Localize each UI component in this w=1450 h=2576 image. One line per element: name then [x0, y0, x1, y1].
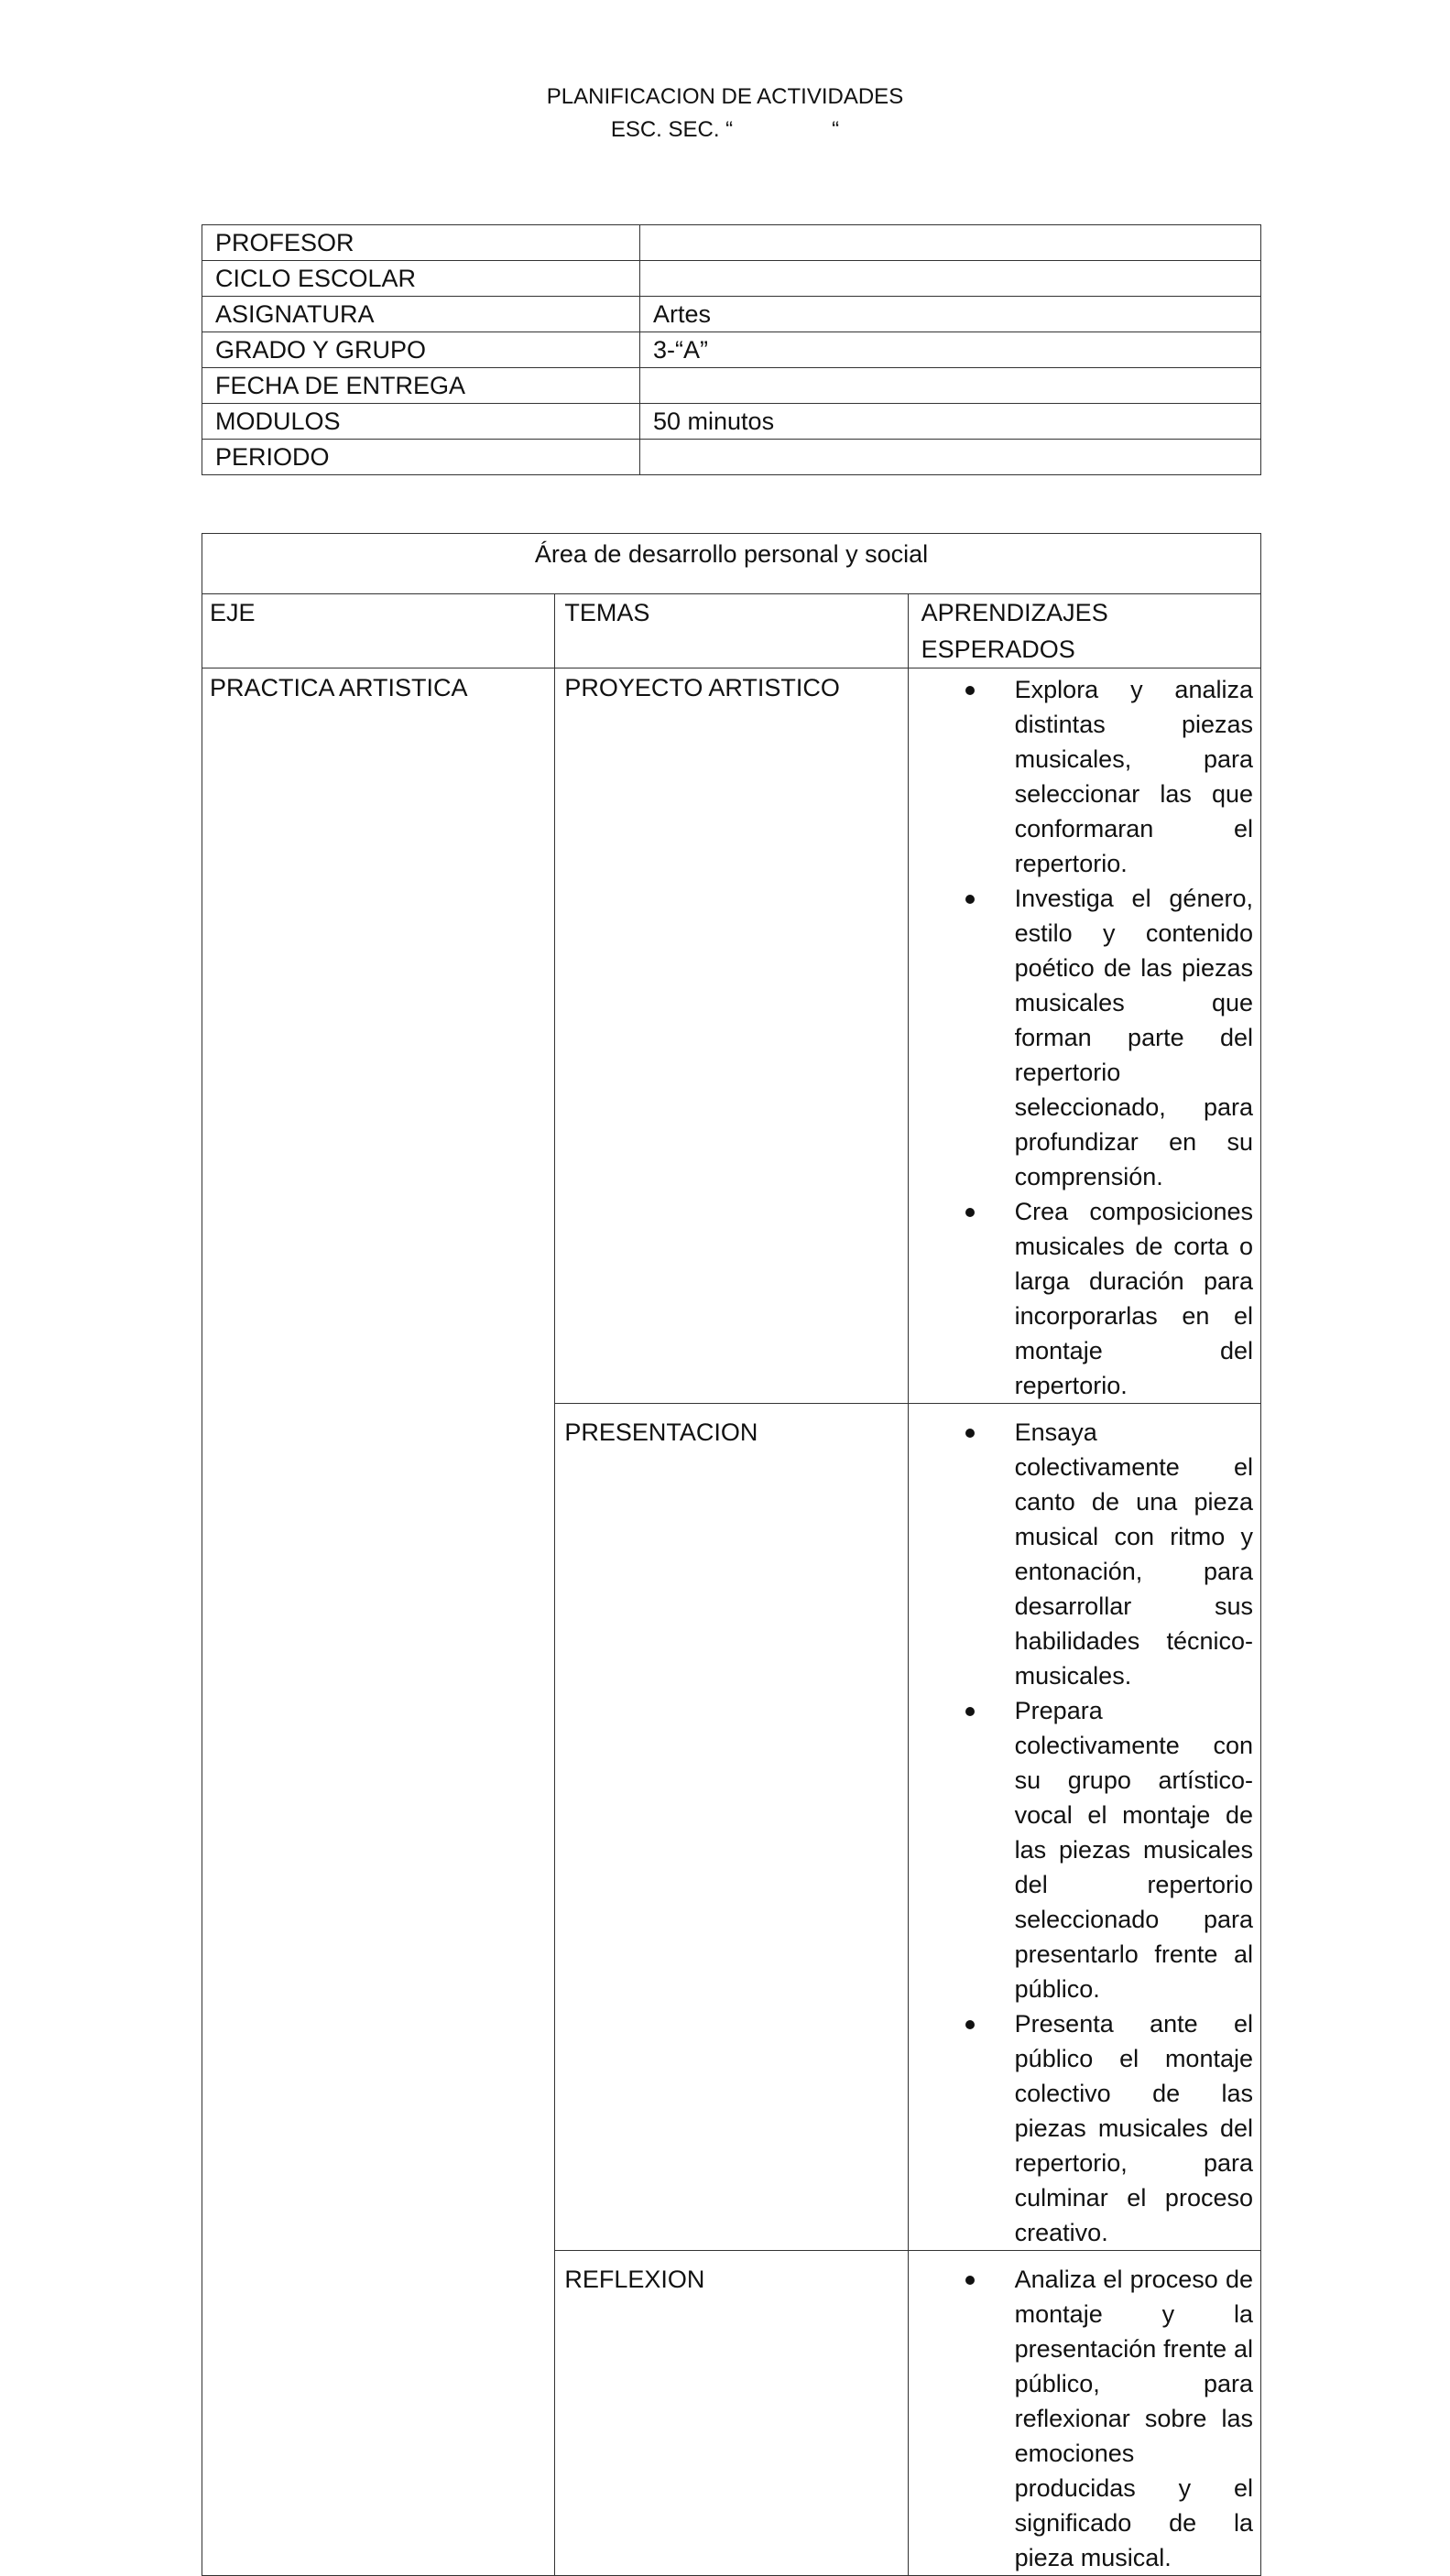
aprendizaje-item [921, 1415, 1253, 1693]
info-label: PERIODO [202, 440, 640, 475]
aprendizaje-item [921, 881, 1253, 1194]
column-header-eje: EJE [202, 594, 555, 668]
bullet-icon [965, 1208, 975, 1217]
info-value: 50 minutos [640, 404, 1261, 440]
school-name-line [0, 117, 1450, 143]
aprendizajes-cell [908, 2251, 1260, 2576]
aprendizajes-list [921, 2251, 1253, 2575]
document-title: PLANIFICACION DE ACTIVIDADES [546, 84, 904, 109]
tema-cell [555, 2251, 908, 2576]
eje-cell [202, 668, 555, 2576]
tema-label: REFLEXION [564, 2266, 705, 2293]
eje-label: PRACTICA ARTISTICA [210, 674, 468, 701]
tema-cell [555, 1404, 908, 2251]
tema-label: PRESENTACION [564, 1418, 758, 1446]
info-label: GRADO Y GRUPO [202, 332, 640, 368]
aprendizaje-text: Prepara colectivamente con su grupo artístico-vocal el montaje de las piezas musicales del repertorio seleccionado para presentarlo frente al público. [1014, 1697, 1253, 2003]
info-row [202, 261, 1261, 297]
aprendizajes-list [921, 668, 1253, 1403]
aprendizaje-text: Investiga el género, estilo y contenido poético de las piezas musicales que forman parte del repertorio seleccionado, para profundizar en su comprensión. [1014, 885, 1253, 1190]
column-header-aprendizajes: APRENDIZAJES ESPERADOS [908, 594, 1260, 668]
aprendizaje-item [921, 2262, 1253, 2575]
column-header-row [202, 594, 1261, 668]
aprendizaje-text: Analiza el proceso de montaje y la presentación frente al público, para reflexionar sobre las emociones producidas y el significado de la pieza musical. [1014, 2266, 1253, 2571]
info-value [640, 225, 1261, 261]
column-header-temas: TEMAS [555, 594, 908, 668]
info-row [202, 368, 1261, 404]
info-value [640, 261, 1261, 297]
school-suffix: “ [832, 117, 840, 142]
info-value: 3-“A” [640, 332, 1261, 368]
aprendizaje-item [921, 672, 1253, 881]
area-title: Área de desarrollo personal y social [202, 534, 1261, 594]
bullet-icon [965, 686, 975, 695]
info-value [640, 440, 1261, 475]
info-label: MODULOS [202, 404, 640, 440]
aprendizajes-cell [908, 1404, 1260, 2251]
bullet-icon [965, 1429, 975, 1438]
tema-label: PROYECTO ARTISTICO [564, 674, 840, 701]
bullet-icon [965, 2276, 975, 2285]
aprendizaje-item [921, 2006, 1253, 2250]
aprendizaje-item [921, 1693, 1253, 2006]
info-row [202, 404, 1261, 440]
planning-table [202, 533, 1261, 2576]
info-value: Artes [640, 297, 1261, 332]
info-row [202, 440, 1261, 475]
bullet-icon [965, 2020, 975, 2029]
school-prefix: ESC. SEC. “ [610, 117, 734, 142]
tema-cell [555, 668, 908, 1404]
info-label: CICLO ESCOLAR [202, 261, 640, 297]
info-label: PROFESOR [202, 225, 640, 261]
aprendizaje-text: Presenta ante el público el montaje colectivo de las piezas musicales del repertorio, para culminar el proceso creativo. [1014, 2010, 1253, 2246]
bullet-icon [965, 1707, 975, 1716]
aprendizaje-text: Ensaya colectivamente el canto de una pieza musical con ritmo y entonación, para desarrollar sus habilidades técnico-musicales. [1014, 1418, 1253, 1690]
info-row [202, 332, 1261, 368]
info-row [202, 225, 1261, 261]
aprendizajes-list [921, 1404, 1253, 2250]
bullet-icon [965, 895, 975, 904]
info-label: FECHA DE ENTREGA [202, 368, 640, 404]
info-value [640, 368, 1261, 404]
info-table [202, 224, 1261, 475]
aprendizaje-item [921, 1194, 1253, 1403]
info-row [202, 297, 1261, 332]
info-label: ASIGNATURA [202, 297, 640, 332]
aprendizaje-text: Explora y analiza distintas piezas musicales, para seleccionar las que conformaran el repertorio. [1014, 676, 1253, 877]
aprendizajes-cell [908, 668, 1260, 1404]
aprendizaje-text: Crea composiciones musicales de corta o larga duración para incorporarlas en el montaje del repertorio. [1014, 1198, 1253, 1399]
tema-row [202, 668, 1261, 1404]
